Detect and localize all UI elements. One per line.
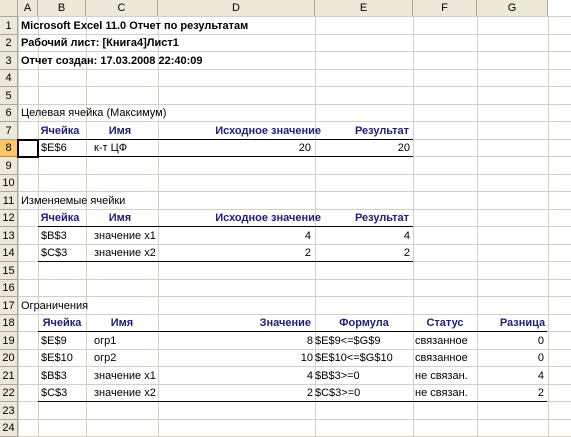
target-cell-ref[interactable]: $E$6 bbox=[41, 142, 67, 154]
changing-cell-ref[interactable]: $B$3 bbox=[41, 230, 67, 242]
constraints-cell-value[interactable]: 4 bbox=[306, 370, 313, 382]
column-header-f[interactable]: F bbox=[413, 0, 477, 17]
constraints-cell-value[interactable]: 2 bbox=[306, 387, 313, 399]
column-header-c[interactable]: C bbox=[86, 0, 158, 17]
changing-cell-result[interactable]: 2 bbox=[403, 247, 410, 259]
constraints-cell-slack[interactable]: 0 bbox=[537, 335, 544, 347]
changing-bottom-rule bbox=[38, 261, 413, 262]
constraints-header-0[interactable]: Ячейка bbox=[42, 317, 82, 329]
constraints-cell-ref[interactable]: $E$10 bbox=[41, 352, 73, 364]
row-header-16[interactable]: 16 bbox=[0, 280, 18, 297]
constraints-cell-status[interactable]: связанное bbox=[415, 335, 468, 347]
constraints-cell-formula[interactable]: $B$3>=0 bbox=[315, 370, 360, 382]
target-cell-name[interactable]: к-т ЦФ bbox=[94, 142, 128, 154]
constraints-cell-slack[interactable]: 0 bbox=[537, 352, 544, 364]
changing-cell-result[interactable]: 4 bbox=[403, 230, 410, 242]
constraints-header-2[interactable]: Значение bbox=[259, 317, 311, 329]
target-header-1[interactable]: Имя bbox=[108, 125, 132, 137]
changing-cell-name[interactable]: значение x1 bbox=[94, 230, 156, 242]
target-heading[interactable]: Целевая ячейка (Максимум) bbox=[21, 107, 167, 119]
changing-cell-name[interactable]: значение x2 bbox=[94, 247, 156, 259]
target-cell-original[interactable]: 20 bbox=[298, 142, 311, 154]
row-header-18[interactable]: 18 bbox=[0, 315, 18, 332]
constraints-cell-status[interactable]: не связан. bbox=[415, 387, 468, 399]
constraints-cell-name[interactable]: огр1 bbox=[94, 335, 117, 347]
row-header-3[interactable]: 3 bbox=[0, 52, 18, 70]
row-header-12[interactable]: 12 bbox=[0, 210, 18, 227]
column-header-a[interactable]: A bbox=[18, 0, 38, 17]
row-header-19[interactable]: 19 bbox=[0, 332, 18, 350]
row-header-10[interactable]: 10 bbox=[0, 175, 18, 192]
changing-header-3[interactable]: Результат bbox=[354, 212, 409, 224]
column-header-d[interactable]: D bbox=[158, 0, 315, 17]
gridline-horizontal bbox=[18, 419, 571, 420]
gridline-vertical bbox=[38, 17, 39, 437]
gridline-vertical bbox=[18, 17, 19, 437]
changing-cell-original[interactable]: 4 bbox=[304, 230, 311, 242]
changing-cell-ref[interactable]: $C$3 bbox=[41, 247, 68, 259]
row-header-20[interactable]: 20 bbox=[0, 350, 18, 367]
changing-heading[interactable]: Изменяемые ячейки bbox=[21, 195, 126, 207]
row-header-13[interactable]: 13 bbox=[0, 227, 18, 245]
constraints-cell-name[interactable]: значение x1 bbox=[94, 370, 156, 382]
constraints-cell-value[interactable]: 10 bbox=[300, 352, 313, 364]
row-header-14[interactable]: 14 bbox=[0, 245, 18, 262]
constraints-header-3[interactable]: Формула bbox=[339, 317, 389, 329]
constraints-cell-value[interactable]: 8 bbox=[306, 335, 313, 347]
constraints-cell-formula[interactable]: $E$9<=$G$9 bbox=[315, 335, 381, 347]
row-header-2[interactable]: 2 bbox=[0, 35, 18, 52]
row-header-17[interactable]: 17 bbox=[0, 297, 18, 315]
constraints-cell-ref[interactable]: $E$9 bbox=[41, 335, 67, 347]
column-header-e[interactable]: E bbox=[315, 0, 413, 17]
gridline-horizontal bbox=[18, 86, 571, 87]
constraints-cell-status[interactable]: связанное bbox=[415, 352, 468, 364]
gridline-vertical bbox=[413, 17, 414, 437]
row-header-4[interactable]: 4 bbox=[0, 70, 18, 87]
target-header-3[interactable]: Результат bbox=[354, 125, 409, 137]
column-header-b[interactable]: B bbox=[38, 0, 86, 17]
row-header-11[interactable]: 11 bbox=[0, 192, 18, 210]
constraints-cell-ref[interactable]: $C$3 bbox=[41, 387, 68, 399]
row-header-22[interactable]: 22 bbox=[0, 385, 18, 402]
constraints-cell-name[interactable]: огр2 bbox=[94, 352, 117, 364]
constraints-cell-formula[interactable]: $C$3>=0 bbox=[315, 387, 361, 399]
row-header-23[interactable]: 23 bbox=[0, 402, 18, 420]
report-created[interactable]: Отчет создан: 17.03.2008 22:40:09 bbox=[21, 55, 203, 67]
changing-header-1[interactable]: Имя bbox=[108, 212, 132, 224]
constraints-heading[interactable]: Ограничения bbox=[21, 300, 89, 312]
constraints-bottom-rule bbox=[38, 401, 547, 402]
select-all-corner[interactable] bbox=[0, 0, 18, 17]
column-header-g[interactable]: G bbox=[477, 0, 548, 17]
active-cell-outline[interactable] bbox=[17, 139, 39, 158]
constraints-header-1[interactable]: Имя bbox=[110, 317, 134, 329]
constraints-cell-ref[interactable]: $B$3 bbox=[41, 370, 67, 382]
row-header-1[interactable]: 1 bbox=[0, 17, 18, 35]
constraints-cell-formula[interactable]: $E$10<=$G$10 bbox=[315, 352, 393, 364]
row-header-7[interactable]: 7 bbox=[0, 122, 18, 140]
changing-cell-original[interactable]: 2 bbox=[304, 247, 311, 259]
changing-header-2[interactable]: Исходное значение bbox=[215, 212, 321, 224]
target-header-2[interactable]: Исходное значение bbox=[215, 125, 321, 137]
constraints-header-5[interactable]: Разница bbox=[499, 317, 546, 329]
constraints-cell-slack[interactable]: 2 bbox=[537, 387, 544, 399]
target-header-0[interactable]: Ячейка bbox=[40, 125, 80, 137]
row-header-24[interactable]: 24 bbox=[0, 420, 18, 437]
changing-header-0[interactable]: Ячейка bbox=[40, 212, 80, 224]
row-header-6[interactable]: 6 bbox=[0, 105, 18, 122]
gridline-horizontal bbox=[18, 174, 571, 175]
constraints-header-4[interactable]: Статус bbox=[426, 317, 464, 329]
constraints-cell-status[interactable]: не связан. bbox=[415, 370, 468, 382]
row-header-21[interactable]: 21 bbox=[0, 367, 18, 385]
row-header-9[interactable]: 9 bbox=[0, 157, 18, 175]
row-header-8[interactable]: 8 bbox=[0, 140, 18, 157]
row-header-15[interactable]: 15 bbox=[0, 262, 18, 280]
report-sheet[interactable]: Рабочий лист: [Книга4]Лист1 bbox=[21, 37, 179, 49]
target-cell-result[interactable]: 20 bbox=[397, 142, 410, 154]
report-title[interactable]: Microsoft Excel 11.0 Отчет по результатам bbox=[21, 20, 249, 32]
gridline-vertical bbox=[548, 17, 549, 437]
constraints-cell-name[interactable]: значение x2 bbox=[94, 387, 156, 399]
target-bottom-rule bbox=[38, 156, 413, 157]
constraints-cell-slack[interactable]: 4 bbox=[537, 370, 544, 382]
row-header-5[interactable]: 5 bbox=[0, 87, 18, 105]
gridline-horizontal bbox=[18, 279, 571, 280]
